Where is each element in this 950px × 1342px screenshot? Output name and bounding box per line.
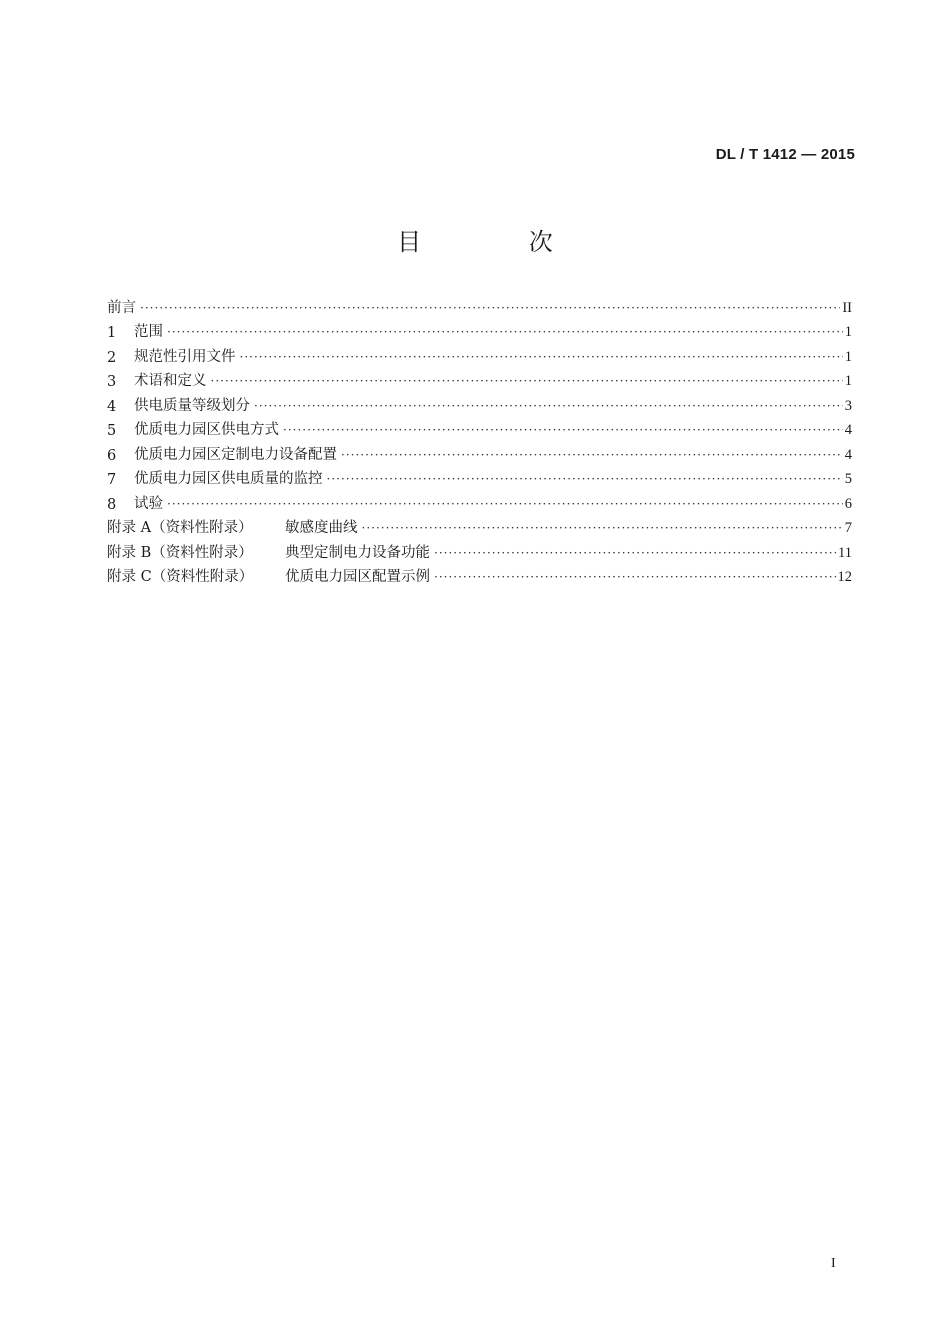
toc-entry-page: 3 xyxy=(844,397,852,414)
toc-entry-number: 3 xyxy=(107,374,117,390)
toc-leader-dots xyxy=(254,400,843,412)
toc-leader-dots xyxy=(140,302,840,314)
toc-entry-page: 5 xyxy=(844,471,852,487)
toc-entry-subtitle: 优质电力园区配置示例 xyxy=(285,569,430,585)
toc-entry-3[interactable] xyxy=(107,366,852,391)
toc-leader-dots xyxy=(327,473,843,485)
toc-leader-dots xyxy=(434,547,836,559)
toc-entry-label: 附录 C（资料性附录） xyxy=(107,569,254,585)
toc-entry-label: 前言 xyxy=(107,299,136,316)
toc-entry-4[interactable] xyxy=(107,390,852,415)
toc-title: 目 次 xyxy=(397,228,603,256)
toc-entry-subtitle: 敏感度曲线 xyxy=(285,520,358,536)
toc-entry-page: 6 xyxy=(844,495,852,512)
toc-entry-foreword[interactable] xyxy=(107,292,852,317)
page-number: I xyxy=(831,1256,836,1271)
table-of-contents xyxy=(107,292,852,586)
toc-entry-label: 优质电力园区供电质量的监控 xyxy=(134,471,323,487)
toc-entry-subtitle: 典型定制电力设备功能 xyxy=(285,544,430,561)
toc-entry-page: 11 xyxy=(838,544,852,561)
toc-entry-2[interactable] xyxy=(107,341,852,366)
toc-entry-label: 试验 xyxy=(134,495,163,512)
toc-entry-1[interactable] xyxy=(107,317,852,342)
standard-code: DL / T 1412 — 2015 xyxy=(715,146,855,163)
toc-entry-number: 2 xyxy=(107,349,117,366)
toc-entry-number: 5 xyxy=(107,423,117,439)
toc-entry-label: 附录 B（资料性附录） xyxy=(107,544,253,561)
toc-entry-page: 7 xyxy=(844,520,852,536)
toc-entry-number: 8 xyxy=(107,496,117,513)
toc-leader-dots xyxy=(211,375,843,387)
toc-entry-appendix-a[interactable] xyxy=(107,513,852,538)
toc-leader-dots xyxy=(362,522,843,534)
toc-leader-dots xyxy=(167,326,843,338)
toc-leader-dots xyxy=(341,449,843,461)
toc-entry-label: 范围 xyxy=(134,324,163,340)
toc-entry-8[interactable] xyxy=(107,488,852,513)
toc-leader-dots xyxy=(434,571,836,583)
toc-entry-label: 附录 A（资料性附录） xyxy=(107,520,253,536)
toc-entry-label: 规范性引用文件 xyxy=(134,348,236,365)
toc-entry-appendix-c[interactable] xyxy=(107,562,852,587)
toc-entry-label: 优质电力园区定制电力设备配置 xyxy=(134,446,337,463)
toc-entry-page: 4 xyxy=(844,422,852,438)
toc-entry-label: 术语和定义 xyxy=(134,373,207,389)
toc-entry-number: 1 xyxy=(107,325,117,341)
toc-entry-page: 4 xyxy=(844,446,852,463)
toc-entry-6[interactable] xyxy=(107,439,852,464)
toc-entry-label: 优质电力园区供电方式 xyxy=(134,422,279,438)
toc-entry-page: 1 xyxy=(844,348,852,365)
toc-entry-page: 12 xyxy=(837,569,852,585)
toc-entry-label: 供电质量等级划分 xyxy=(134,397,250,414)
toc-leader-dots xyxy=(283,424,843,436)
toc-entry-5[interactable] xyxy=(107,415,852,440)
toc-entry-page: 1 xyxy=(844,373,852,389)
toc-entry-number: 4 xyxy=(107,398,117,415)
toc-entry-appendix-b[interactable] xyxy=(107,537,852,562)
toc-entry-page: 1 xyxy=(844,324,852,340)
toc-entry-page: II xyxy=(842,299,852,316)
toc-entry-number: 7 xyxy=(107,472,117,488)
toc-leader-dots xyxy=(240,351,843,363)
toc-entry-number: 6 xyxy=(107,447,117,464)
toc-entry-7[interactable] xyxy=(107,464,852,489)
toc-leader-dots xyxy=(167,498,843,510)
